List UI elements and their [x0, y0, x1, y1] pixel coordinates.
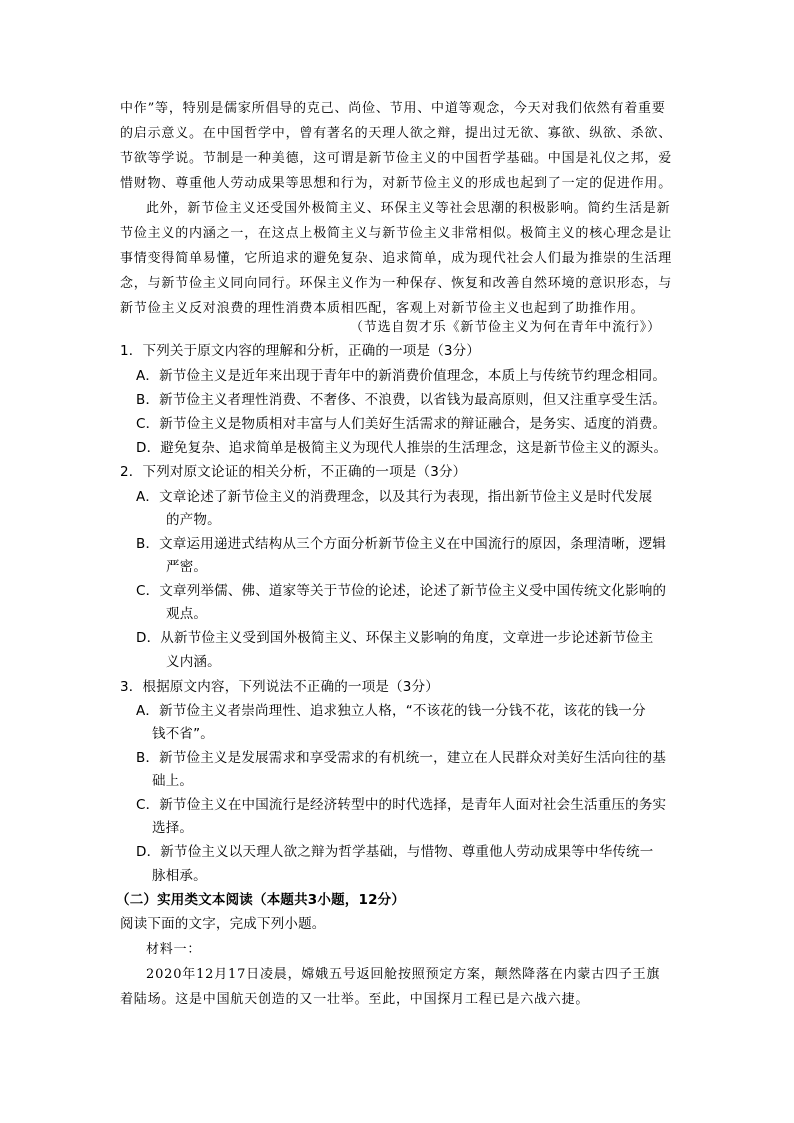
question-stem: 1．下列关于原文内容的理解和分析，正确的一项是（3分）: [120, 343, 481, 359]
option-b-cont: 础上。: [152, 773, 194, 789]
option-b-cont: 严密。: [166, 559, 208, 575]
section-heading: （二）实用类文本阅读（本题共3小题，12分）: [116, 892, 406, 908]
option-b[interactable]: B．文章运用递进式结构从三个方面分析新节俭主义在中国流行的原因，条理清晰，逻辑: [136, 536, 667, 552]
option-a-cont: 的产物。: [166, 512, 221, 528]
passage-line: 念，与新节俭主义同向同行。环保主义作为一种保存、恢复和改善自然环境的意识形态，与: [120, 276, 673, 291]
section-instruction: 阅读下面的文字，完成下列小题。: [120, 916, 326, 932]
material-label: 材料一：: [146, 942, 202, 957]
option-c[interactable]: C．新节俭主义在中国流行是经济转型中的时代选择，是青年人面对社会生活重压的务实: [136, 797, 667, 813]
passage-line: 事情变得简单易懂，它所追求的避免复杂、追求简单，成为现代社会人们最为推崇的生活理: [120, 251, 673, 266]
option-d[interactable]: D．避免复杂、追求简单是极简主义为现代人推崇的生活理念，这是新节俭主义的源头。: [136, 440, 668, 456]
passage-line: 中作”等，特别是儒家所倡导的克己、尚俭、节用、中道等观念，今天对我们依然有着重要: [120, 101, 666, 116]
option-b[interactable]: B．新节俭主义是发展需求和享受需求的有机统一，建立在人民群众对美好生活向往的基: [136, 750, 667, 766]
question-stem: 3．根据原文内容，下列说法不正确的一项是（3分）: [120, 679, 439, 695]
passage-line: 节欲等学说。节制是一种美德，这可谓是新节俭主义的中国哲学基础。中国是礼仪之邦，爱: [120, 151, 673, 166]
option-d[interactable]: D．从新节俭主义受到国外极简主义、环保主义影响的角度，文章进一步论述新节俭主: [136, 630, 654, 646]
passage-line: 此外，新节俭主义还受国外极简主义、环保主义等社会思潮的积极影响。简约生活是新: [146, 201, 671, 216]
option-b[interactable]: B．新节俭主义者理性消费、不奢侈、不浪费，以省钱为最高原则，但又注重享受生活。: [136, 392, 667, 408]
option-c[interactable]: C．新节俭主义是物质相对丰富与人们美好生活需求的辩证融合，是务实、适度的消费。: [136, 416, 667, 432]
material-line: 2020年12月17日凌晨，嫦娥五号返回舱按照预定方案，颠然降落在内蒙古四子王旗: [146, 967, 661, 982]
option-a[interactable]: A．新节俭主义者崇尚理性、追求独立人格，“不该花的钱一分钱不花，该花的钱一分: [136, 703, 646, 719]
option-a[interactable]: A．文章论述了新节俭主义的消费理念，以及其行为表现，指出新节俭主义是时代发展: [136, 489, 653, 505]
option-d-cont: 脉相承。: [152, 868, 207, 884]
option-c[interactable]: C．文章列举儒、佛、道家等关于节俭的论述，论述了新节俭主义受中国传统文化影响的: [136, 583, 667, 599]
option-d[interactable]: D．新节俭主义以天理人欲之辩为哲学基础，与惜物、尊重他人劳动成果等中华传统一: [136, 844, 654, 860]
passage-line: 新节俭主义反对浪费的理性消费本质相匹配，客观上对新节俭主义也起到了助推作用。: [120, 301, 645, 316]
option-a[interactable]: A．新节俭主义是近年来出现于青年中的新消费价值理念，本质上与传统节约理念相同。: [136, 368, 667, 384]
material-line: 着陆场。这是中国航天创造的又一壮举。至此，中国探月工程已是六战六捷。: [120, 992, 590, 1007]
passage-line: 的启示意义。在中国哲学中，曾有著名的天理人欲之辩，提出过无欲、寡欲、纵欲、杀欲、: [120, 126, 673, 141]
option-c-cont: 观点。: [166, 606, 208, 622]
passage-source: （节选自贺才乐《新节俭主义为何在青年中流行》）: [350, 320, 661, 335]
option-c-cont: 选择。: [152, 820, 194, 836]
passage-line: 节俭主义的内涵之一，在这点上极简主义与新节俭主义非常相似。极简主义的核心理念是让: [120, 226, 673, 241]
question-stem: 2．下列对原文论证的相关分析，不正确的一项是（3分）: [120, 464, 467, 480]
option-a-cont: 钱不省”。: [152, 726, 214, 742]
option-d-cont: 义内涵。: [166, 654, 221, 670]
passage-line: 惜财物、尊重他人劳动成果等思想和行为，对新节俭主义的形成也起到了一定的促进作用。: [120, 176, 673, 191]
